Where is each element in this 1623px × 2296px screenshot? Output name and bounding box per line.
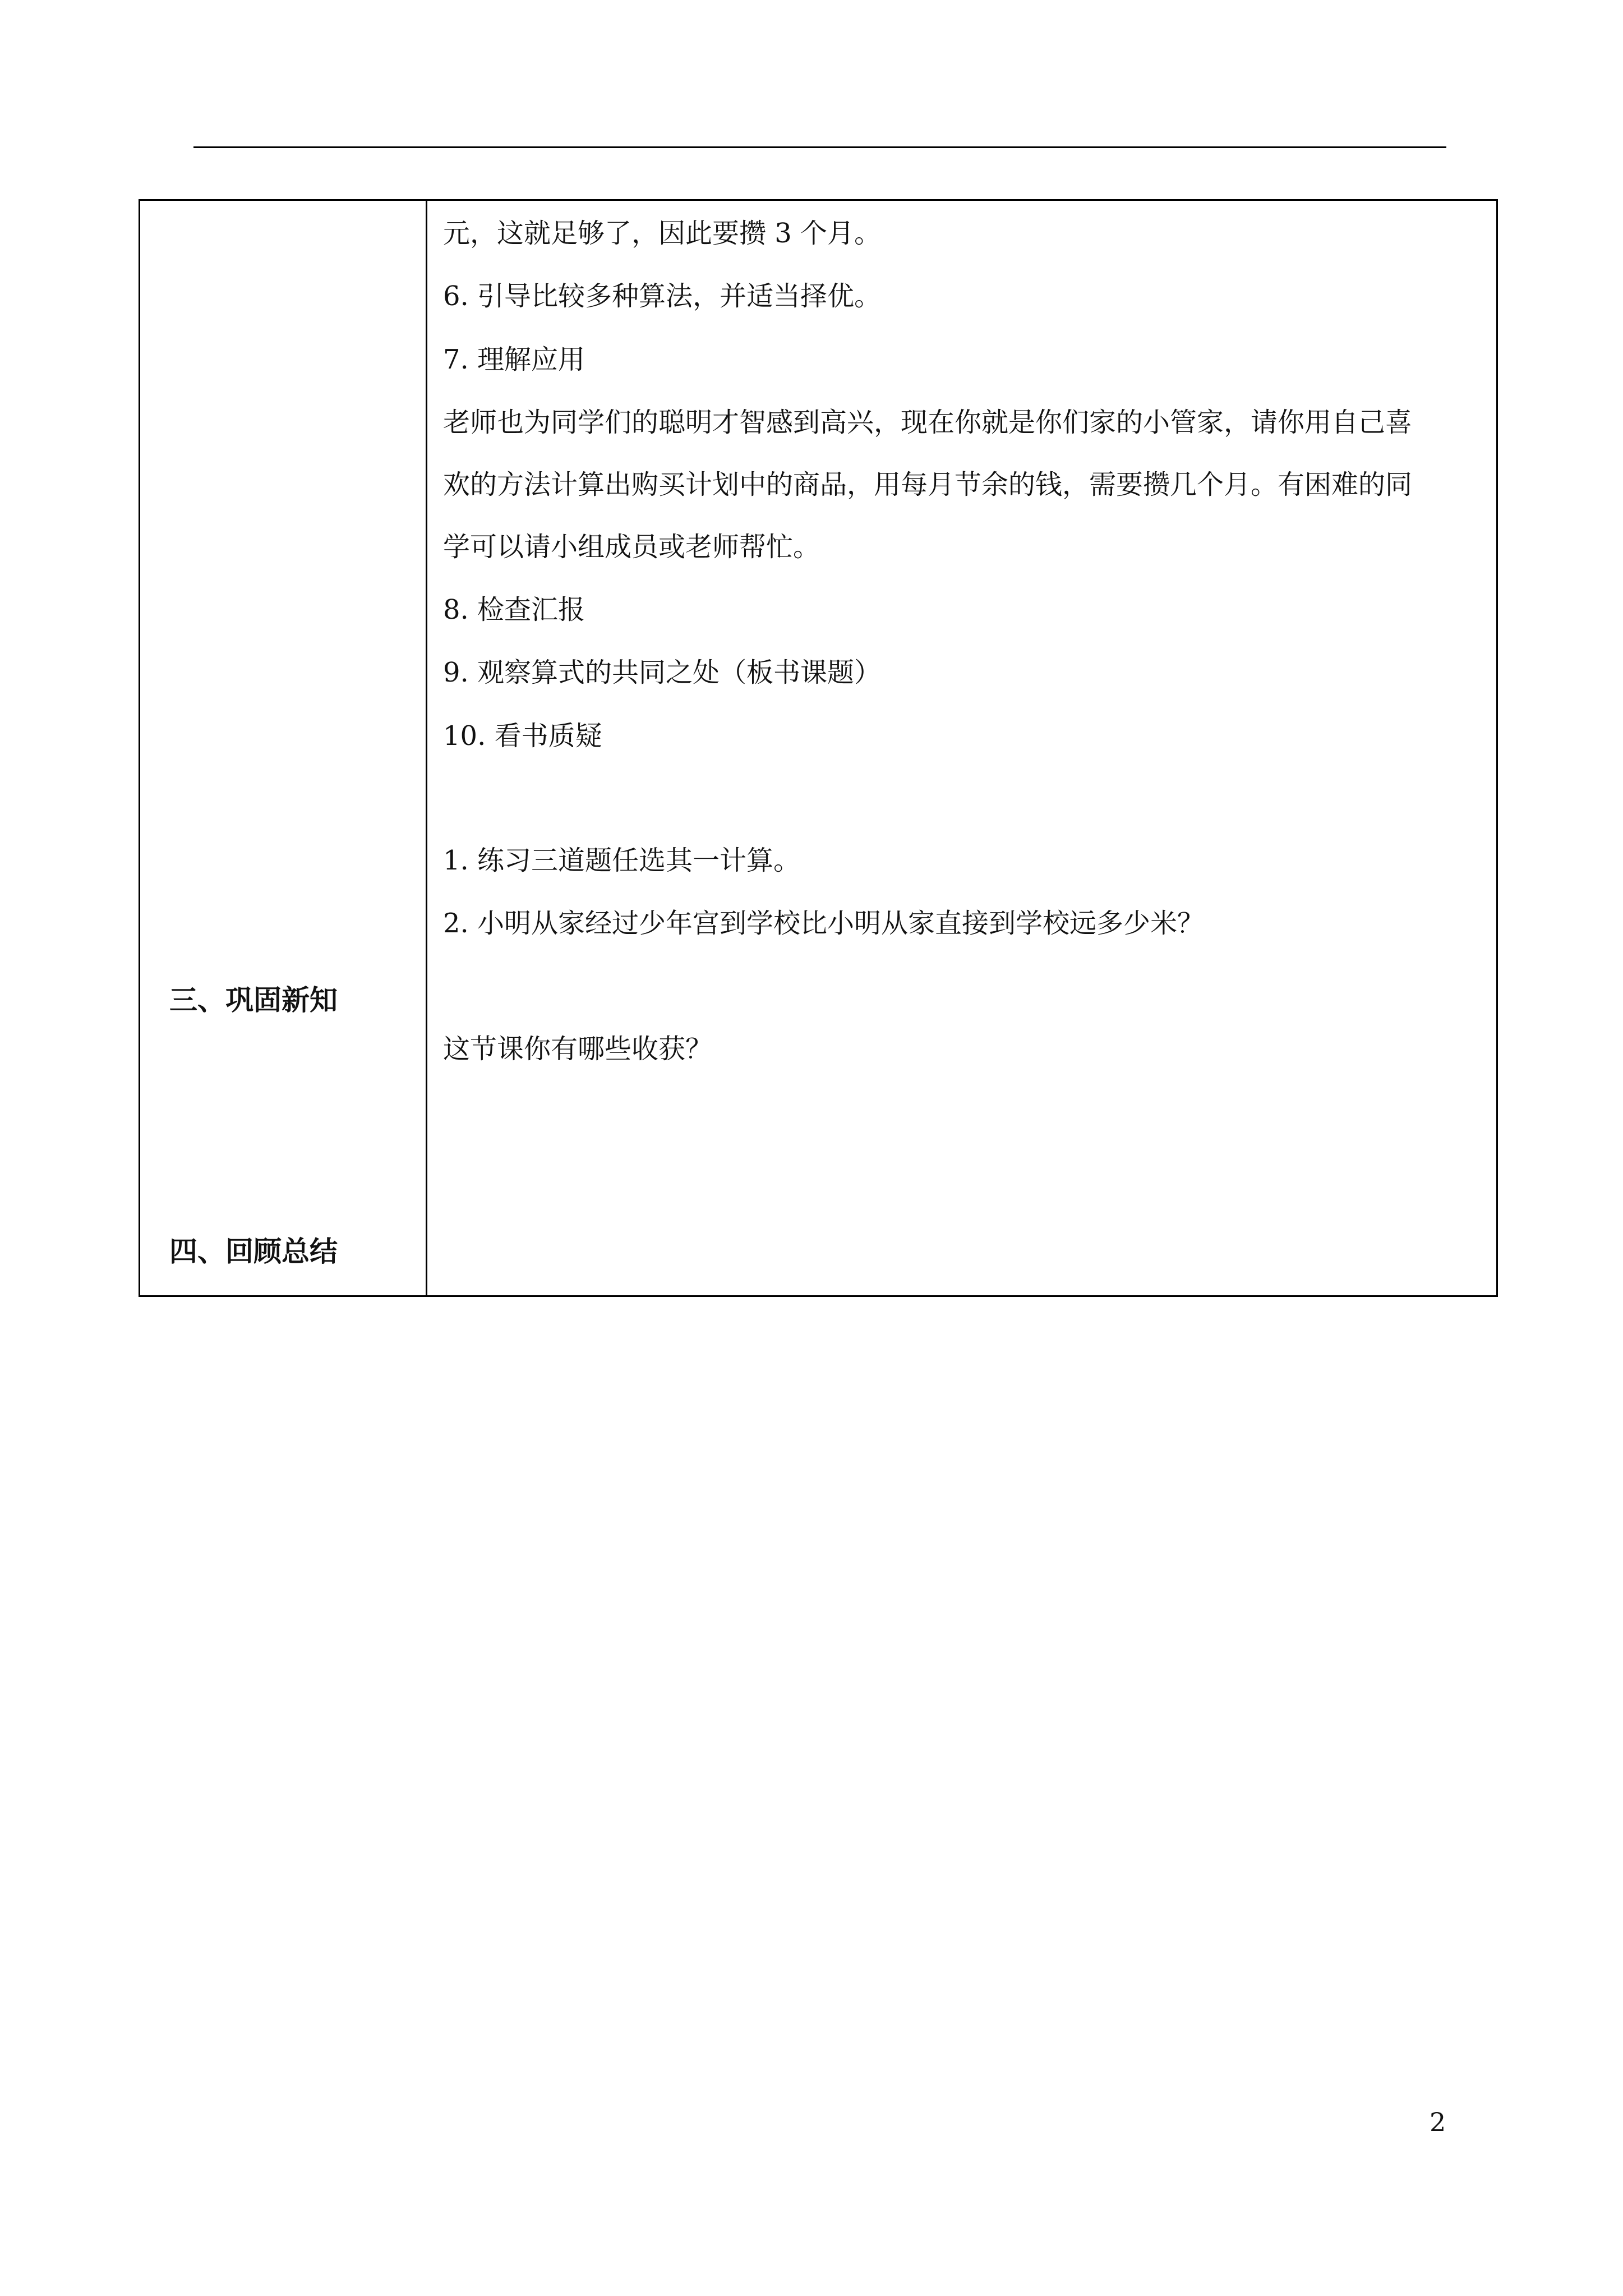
section-label-consolidate: 三、巩固新知: [169, 983, 338, 1016]
section-label-review: 四、回顾总结: [169, 1235, 338, 1268]
content-line: 学可以请小组成员或老师帮忙。: [443, 531, 820, 563]
content-line: 欢的方法计算出购买计划中的商品，用每月节余的钱，需要攒几个月。有困难的同: [443, 469, 1413, 500]
content-line: 元，这就足够了，因此要攒 3 个月。: [443, 218, 882, 249]
content-line: 8. 检查汇报: [443, 594, 585, 625]
page-number: 2: [1430, 2107, 1446, 2137]
content-line: 10. 看书质疑: [443, 720, 602, 752]
lesson-plan-table: [139, 199, 1498, 1297]
content-line: 7. 理解应用: [443, 344, 585, 375]
column-divider: [426, 201, 427, 1295]
content-line: 1. 练习三道题任选其一计算。: [443, 845, 801, 876]
content-line: 2. 小明从家经过少年宫到学校比小明从家直接到学校远多少米？: [443, 908, 1205, 939]
header-rule: [193, 146, 1446, 148]
content-line: 9. 观察算式的共同之处（板书课题）: [443, 657, 882, 688]
content-line: 老师也为同学们的聪明才智感到高兴，现在你就是你们家的小管家，请你用自己喜: [443, 407, 1413, 438]
content-line: 6. 引导比较多种算法，并适当择优。: [443, 280, 882, 312]
content-line: 这节课你有哪些收获？: [443, 1033, 713, 1065]
